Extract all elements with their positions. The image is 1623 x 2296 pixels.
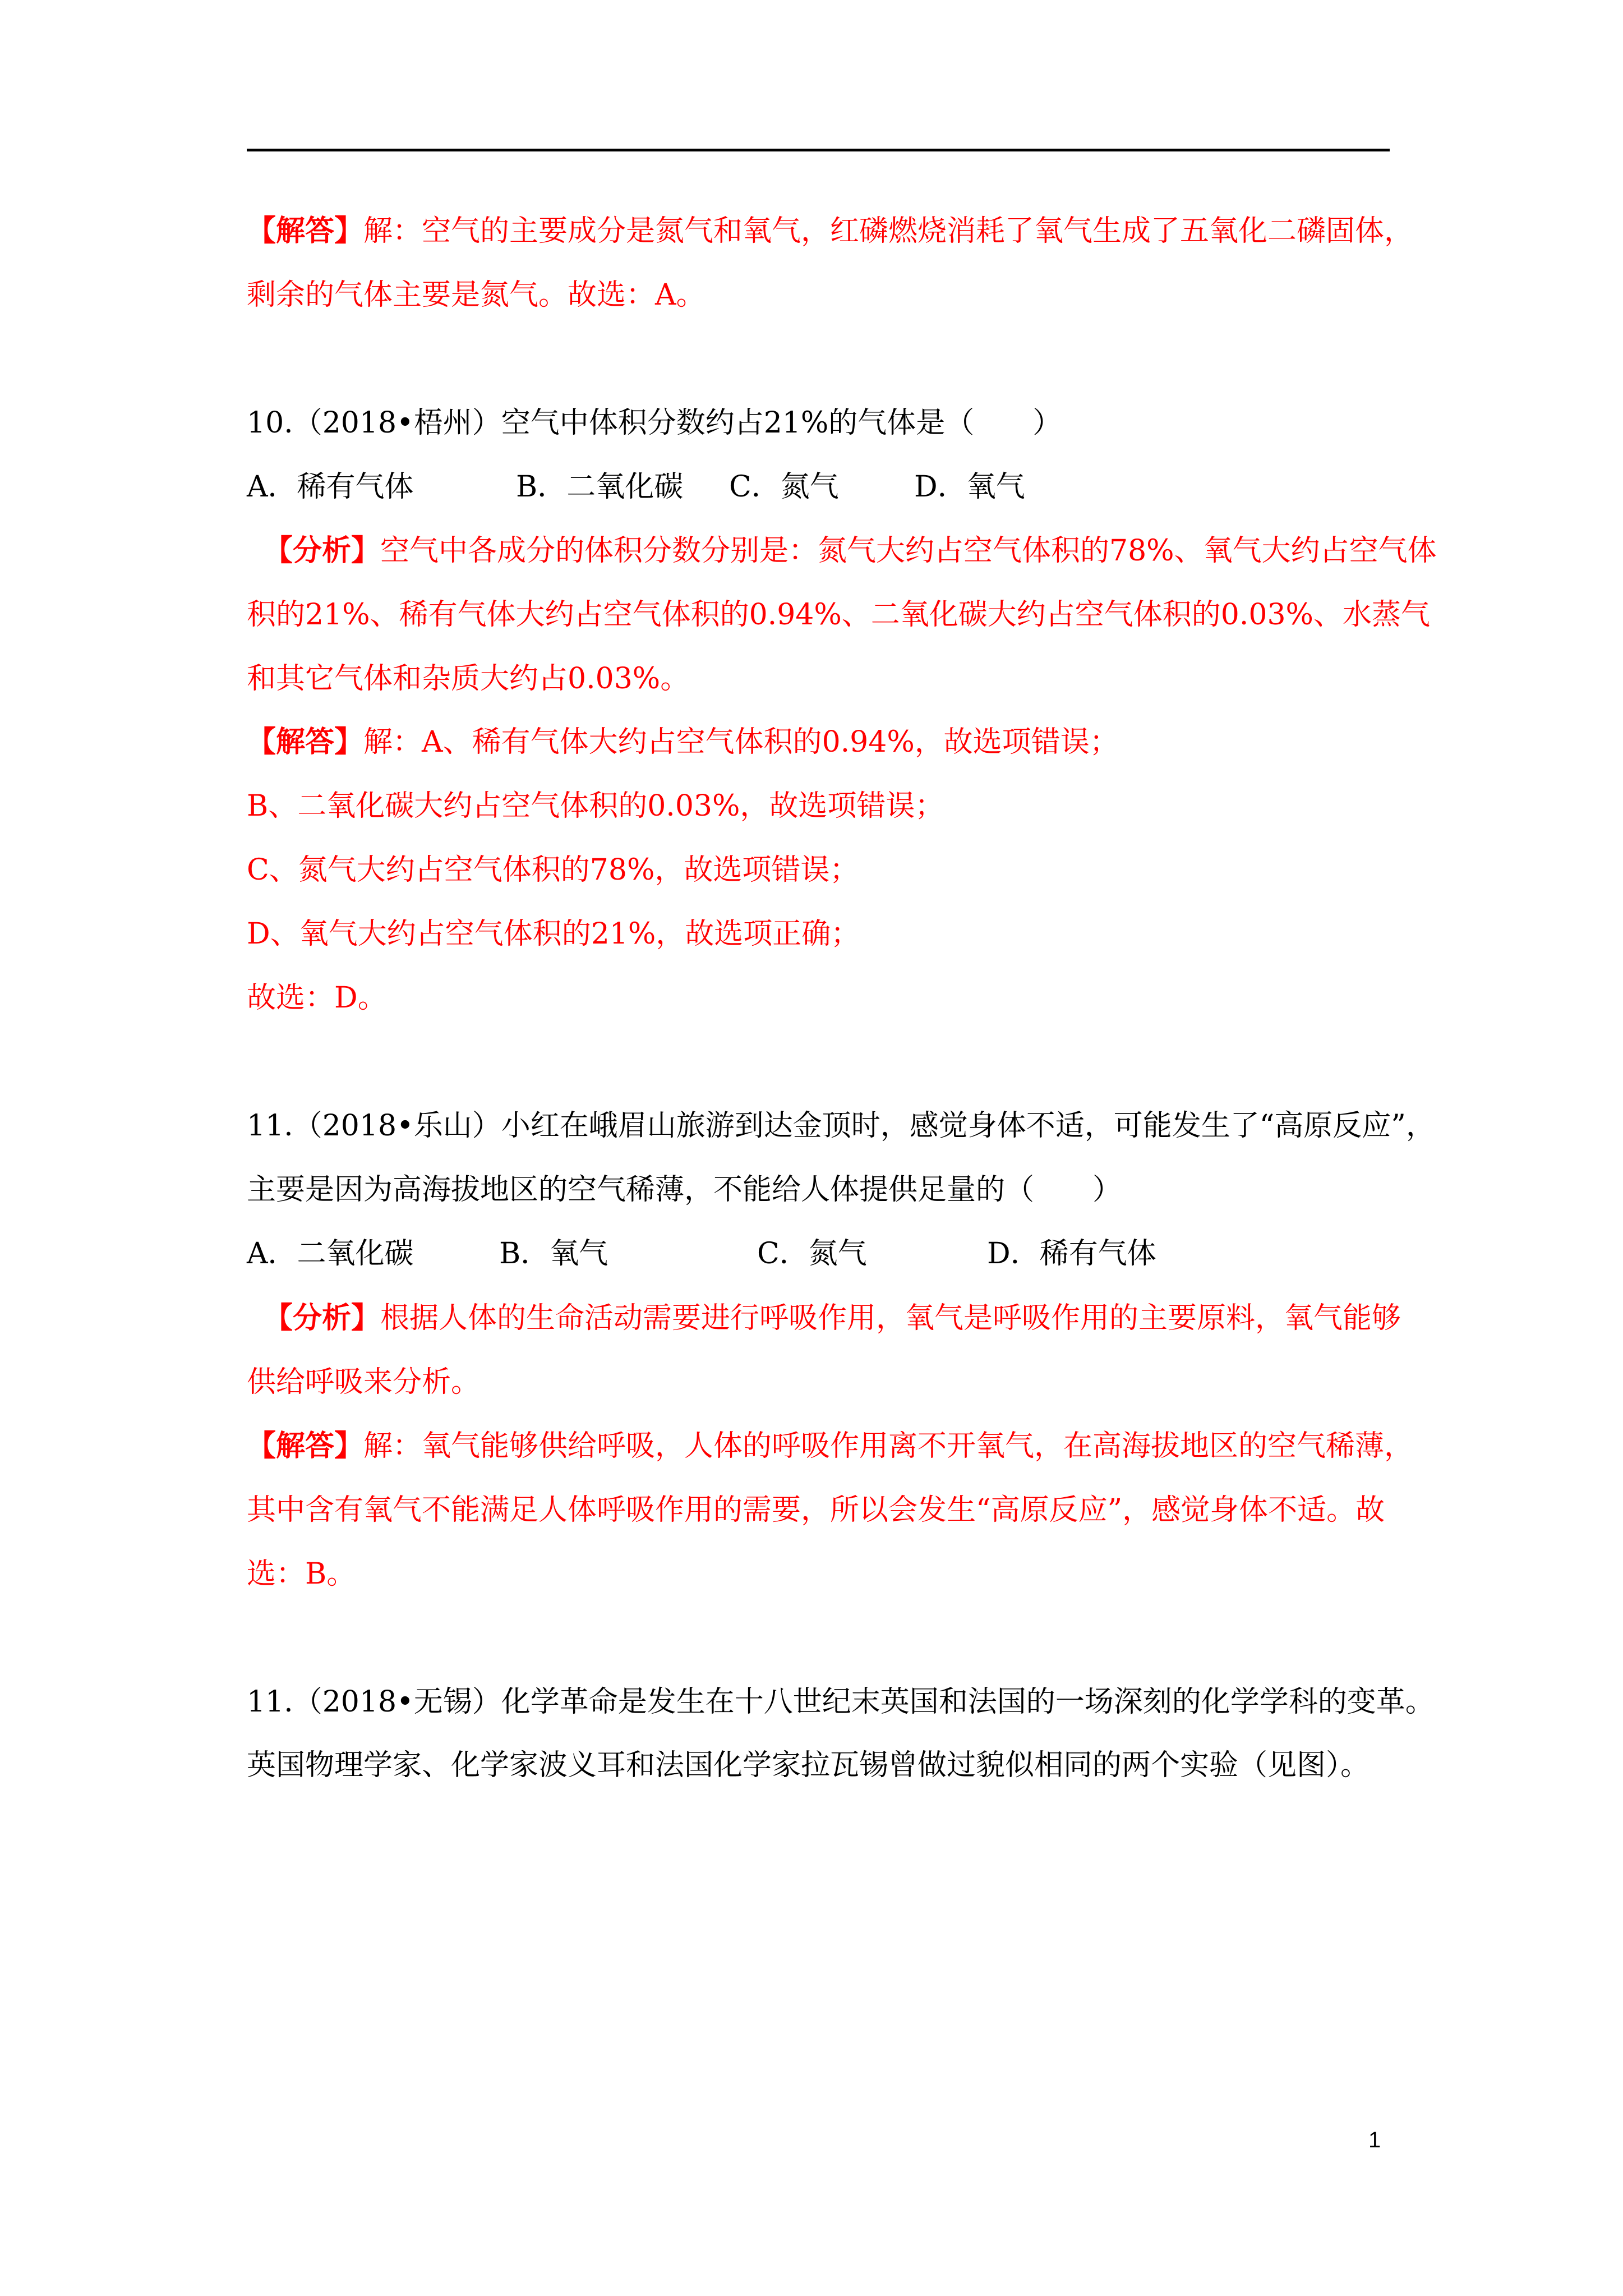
answer-text: 解：A、稀有气体大约占空气体积的0.94%，故选项错误；	[363, 725, 1119, 759]
answer-tag: 【解答】	[247, 725, 364, 759]
page-number: 1	[1368, 2128, 1381, 2152]
q11-leshan-analysis-line-1	[264, 1296, 1401, 1341]
q9-answer-line-1	[247, 209, 1413, 254]
analysis-text: 根据人体的生命活动需要进行呼吸作用，氧气是呼吸作用的主要原料，氧气能够	[380, 1301, 1401, 1335]
q10-answer-line-3: C、氮气大约占空气体积的78%，故选项错误；	[247, 853, 859, 887]
answer-text: 解：氧气能够供给呼吸，人体的呼吸作用离不开氧气，在高海拔地区的空气稀薄，	[363, 1429, 1414, 1463]
header-rule	[247, 149, 1390, 151]
q10-analysis-line-1	[264, 528, 1437, 573]
q10-answer-line-1	[247, 720, 1119, 765]
q10-answer-line-4: D、氧气大约占空气体积的21%，故选项正确；	[247, 917, 860, 951]
q11-wuxi-stem-line-1: 11.（2018•无锡）化学革命是发生在十八世纪末英国和法国的一场深刻的化学学科的变革。	[247, 1685, 1435, 1719]
q9-answer-line-2: 剩余的气体主要是氮气。故选：A。	[247, 278, 706, 312]
answer-text: 解：空气的主要成分是氮气和氧气，红磷燃烧消耗了氧气生成了五氧化二磷固体，	[363, 214, 1414, 248]
q11-leshan-answer-line-2: 其中含有氧气不能满足人体呼吸作用的需要，所以会发生“高原反应”，感觉身体不适。故	[247, 1493, 1385, 1527]
answer-tag: 【解答】	[247, 214, 364, 248]
q10-option-c: C．氮气	[729, 470, 839, 504]
q11-leshan-stem-line-1: 11.（2018•乐山）小红在峨眉山旅游到达金顶时，感觉身体不适，可能发生了“高原反应”，	[247, 1109, 1435, 1143]
q11-leshan-answer-line-3: 选：B。	[247, 1557, 356, 1591]
q11-option-a: A．二氧化碳	[247, 1237, 414, 1271]
q11-wuxi-stem-line-2: 英国物理学家、化学家波义耳和法国化学家拉瓦锡曾做过貌似相同的两个实验（见图）。	[247, 1749, 1370, 1782]
q10-analysis-line-3: 和其它气体和杂质大约占0.03%。	[247, 662, 690, 696]
q10-option-b: B．二氧化碳	[516, 470, 684, 504]
q11-option-c: C．氮气	[757, 1237, 867, 1271]
q11-leshan-options	[247, 1231, 1156, 1276]
analysis-tag: 【分析】	[264, 534, 381, 568]
analysis-text: 空气中各成分的体积分数分别是：氮气大约占空气体积的78%、氧气大约占空气体	[380, 534, 1437, 568]
q10-option-d: D．氧气	[914, 470, 1025, 504]
q11-option-d: D．稀有气体	[987, 1237, 1156, 1271]
q11-option-b: B．氧气	[499, 1237, 608, 1271]
q11-leshan-answer-line-1	[247, 1424, 1413, 1469]
q10-option-a: A．稀有气体	[247, 470, 414, 504]
q10-analysis-line-2: 积的21%、稀有气体大约占空气体积的0.94%、二氧化碳大约占空气体积的0.03%、水蒸气	[247, 598, 1430, 632]
q10-answer-line-5: 故选：D。	[247, 981, 387, 1015]
analysis-tag: 【分析】	[264, 1301, 381, 1335]
q11-leshan-analysis-line-2: 供给呼吸来分析。	[247, 1365, 481, 1399]
q10-stem: 10.（2018•梧州）空气中体积分数约占21%的气体是（ ）	[247, 406, 1062, 440]
q10-options	[247, 464, 1025, 509]
q10-answer-line-2: B、二氧化碳大约占空气体积的0.03%，故选项错误；	[247, 789, 944, 823]
answer-tag: 【解答】	[247, 1429, 364, 1463]
q11-leshan-stem-line-2: 主要是因为高海拔地区的空气稀薄，不能给人体提供足量的（ ）	[247, 1173, 1122, 1207]
